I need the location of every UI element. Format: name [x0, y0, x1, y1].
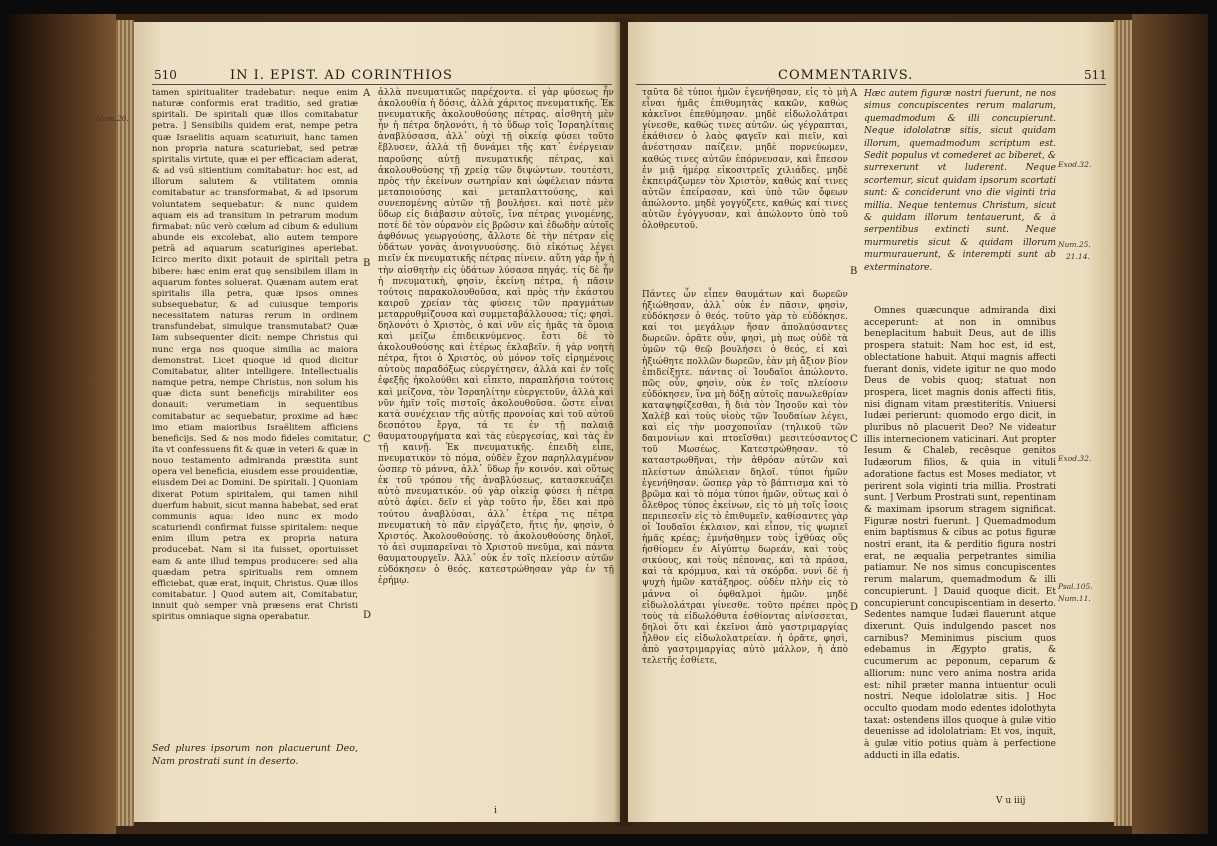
left-latin-lemma: Sed plures ipsorum non placuerunt Deo, Nam prostrati sunt in deserto. [152, 743, 358, 767]
left-page-number: 510 [154, 68, 177, 82]
margin-note-exod32: Exod.32. [1058, 160, 1092, 169]
greek-commentary: Πάντες ὧν εἶπεν θαυμάτων καὶ δωρεῶν ἠξιώθησαν, ἀλλ᾽ οὐκ ἐν πᾶσιν, φησὶν, εὐδόκησεν ὁ θεός. τοῦτο γὰρ τὸ εὐδόκησε. καί τοι μεγάλων ἤσαν ἀπολαύσαντες δωρεῶν. ὁρᾶτε οὖν, φησὶ, μὴ πως οὐδὲ τὰ ὑμῶν τῷ θεῷ βουλήσει ὁ θεός, εἰ καὶ ἠξιώθητε πολλῶν δωρεῶν, ἐὰν μὴ ἄξιον βίον ἐπιδείξητε. πάντας οἱ Ἰουδαῖοι ἀπώλοντο. πῶς οὖν, φησὶν, οὐκ ἐν τοῖς πλείοσιν εὐδόκησεν, ἵνα μὴ δόξῃ αὐτοῖς πανωλεθρίαν καταψηφίζεσθαι, ἢ διὰ τὸν Ἰησοῦν καὶ τὸν Χαλὲβ καὶ τοὺς υἱοὺς τῶν Ἰουδαίων λέγει, καὶ εἰς τὴν μοσχοποιΐαν (τηλικοῦ τῶν δαιμονίων καὶ πτοεῖσθαι) μεσιτεύσαντος τοῦ Μωσέως. Κατεστρώθησαν. τὸ καταστρωθῆναι, τὴν ἀθρόαν αὐτῶν καὶ πλείστων ἀπώλειαν δηλοῖ. τύποι ἡμῶν ἐγενήθησαν. ὥσπερ γὰρ τὸ βάπτισμα καὶ τὸ βρῶμα καὶ τὸ πόμα τύποι ἡμῶν, οὕτως καὶ ὁ ὄλεθρος τύπος ἐκείνων, εἰς τὸ μὴ τοῖς ἴσοις περιπεσεῖν εἰς τὸ ἐπιθυμεῖν. καθίσαντες γὰρ οἱ Ἰουδαῖοι ἐκλαιον, καὶ εἶπον, τίς ψωμιεῖ ἡμᾶς κρέας; ἐμνήσθημεν τοὺς ἰχθύας οὓς ἠσθίομεν ἐν Αἰγύπτῳ δωρεάν, καὶ τοὺς σικύους, καὶ τοὺς πέπονας, καὶ τὰ πράσα, καὶ τὰ κρόμμυα, καὶ τὰ σκόρδα. νυνὶ δὲ ἡ ψυχὴ ἡμῶν κατάξηρος. οὐδὲν πλὴν εἰς τὸ μάννα οἱ ὀφθαλμοὶ ἡμῶν. μηδὲ εἰδωλολάτραι γίνεσθε. τοῦτο πρέπει πρὸς τοὺς τὰ εἰδωλόθυτα ἐσθίοντας αἰνίσσεται, δηλοὶ ὅτι καὶ ἐκεῖνοι ἀπὸ γαστριμαργίας ἦλθον εἰς εἰδωλολατρείαν. ἡ ὁρᾶτε, φησὶ, ἀπὸ γαστριμαργίας αὐτὸ μάλλον, ἡ ἀπὸ τελετῆς ἐσθίετε, [642, 290, 848, 667]
greek-scripture: ταῦτα δὲ τύποι ἡμῶν ἐγενήθησαν, εἰς τὸ μὴ εἶναι ἡμᾶς ἐπιθυμητὰς κακῶν, καθὼς κἀκεῖνοι ἐπεθύμησαν. μηδὲ εἰδωλολάτραι γίνεσθε, καθώς τινες αὐτῶν. ὡς γέγραπται, ἐκάθισεν ὁ λαὸς φαγεῖν καὶ πιεῖν, καὶ ἀνέστησαν παίζειν. μηδὲ πορνεύωμεν, καθώς τινες αὐτῶν ἐπόρνευσαν, καὶ ἔπεσον ἐν μιᾷ ἡμέρᾳ εἰκοσιτρεῖς χιλιάδες. μηδὲ ἐκπειράζωμεν τὸν Χριστὸν, καθώς καί τινες αὐτῶν ἐπείρασαν, καὶ ὑπὸ τῶν ὄφεων ἀπώλοντο. μηδὲ γογγύζετε, καθώς καί τινες αὐτῶν ἐγόγγυσαν, καὶ ἀπώλοντο ὑπὸ τοῦ ὀλοθρευτοῦ. [642, 88, 848, 232]
left-greek-column [378, 88, 614, 808]
latin-paragraph: tamen spiritualiter tradebatur: neque enim naturæ conformis erat traditio, sed gratiæ spiritali. De spiritali quæ illos comitabatur petra. ] Sensibilis quidem erat, nempe petra quæ Israelitis aquam scaturiuit, hanc tamen non propria natura scaturiebat, sed petræ spiritalis virtute, quæ ei per efficaciam aderat, & ad vsū sitientium comitabatur: hoc est, ad illorum salutem & vtilitatem omnia comitabatur ac transformabat, & ad ipsorum voluntatem sequebatur: & nunc quidem aquam eis ad transitum in petrarum modum firmabat: nūc verò cœlum ad cibum & edulium abunde eis excolebat, alio autem tempore petrā ad aquarum scaturigines aperiebat. Icirco merito dixit potauit de spiritali petra bibere: hæc enim erat quę sensibilem illam in aquarum fontes soluerat. Quænam autem erat spiritalis illa petra, quæ ipsos omnes subsequebatur, & ad cuiusque temporis necessitatem naturas rerum in ordinem transfundebat, simulque transmutabat? Quæ Iam subsequenter dicit: nempe Christus qui nunc erga nos quoque similia ac maiora demonstrat. Licet quoque id quod dicitur Comitabatur, aliter intelligere. Intellectualis namque petra, nempe Christus, non solum his quæ dicta sunt beneficijs mirabiliter eos donauit: verumetiam in sequentibus comitabatur ac sequebatur, proxime ad hæc imo etiam maioribus Israëlitem afficiens beneficijs. Sed & nos modo fideles comitatur, ita vt confessuens fit & quæ in veteri & quæ in nouo testamento admiranda præstita sunt opera vel beneficia, eiusdem esse prouidentiæ, eiusdem Dei ac Domini. De spiritali. ] Quoniam dixerat Potum spiritalem, qui tamen nihil duerfum habuit, sicut manna habebat, sed erat communis aqua: ideo nunc ex modo scaturiendi confirmat fuisse spiritalem: neque enim illum petra ex propria natura producebat. Nam si ita fuisset, oportuisset eam & ante illud tempus producere: sed alia quædam petra spiritualis rem omnem efficiebat, quæ erat, inquit, Christus. Quæ illos comitabatur. ] Quod autem ait, Comitabatur, innuit quò semper vnà præsens erat Christi spiritus omniaque signa operabatur. [152, 88, 358, 623]
right-running-head: COMMENTARIVS. [778, 68, 914, 83]
section-letter-b: B [363, 258, 371, 269]
right-page-edges [1114, 20, 1132, 826]
latin-commentary: Omnes quæcunque admiranda dixi acceperunt: at non in omnibus beneplacitum habuit Deus, aut de illis prospera statuit: Nam hoc est, id est, oblectatione habuit. Atqui magnis affecti fuerant donis, videte igitur ne quo modo Deus de vobis quoq; statuat non prospera, licet magnis donis affecti fitis, nisi dignam vitam præstiteritis. Vniuersi Iudæi perierunt: quomodo ergo dicit, in pluribus nō placuerit Deo? Ne videatur illis internecionem vaticinari. Aut propter Iesum & Chaleb, recēsque genitos Iudæorum filios, & quia in vituli adoratione factus est Moses mediator, vt perirent sola viginti tria millia. Prostrati sunt. ] Verbum Prostrati sunt, repentinam & maximam ipsorum stragem significat. Figuræ nostri fuerunt. ] Quemadmodum enim baptismus & cibus ac potus figuræ nostri erant, ita & perditio figura nostri erat, ne æqualia perpetrantes similia patiamur. Ne nos simus concupiscentes rerum malarum, quemadmodum & illi concupierunt. ] Dauid quoque dicit. Et concupierunt concupiscentiam in deserto. Sedentes namque Iudæi flauerunt atque dixerunt. Quis indulgendo pascet nos carnibus? Meminimus piscium quos edebamus in Ægypto gratis, & cucumerum ac peponum, ceparum & alliorum: nunc vero anima nostra arida est: nihil præter manna intuentur oculi nostri. Neque idololatræ sitis. ] Hoc occulto quodam modo edentes idolothyta taxat: ostendens illos quoque à gulæ vitio deuenisse ad idololatriam: Et vos, inquit, à gulæ vitio potius quàm à perfectione adducti in illa edatis. [864, 306, 1056, 761]
left-running-head: IN I. EPIST. AD CORINTHIOS [230, 68, 453, 83]
section-letter-c: C [850, 434, 858, 445]
right-page [628, 22, 1114, 822]
margin-note-num11: Num.11. [1058, 594, 1091, 603]
greek-paragraph: ἀλλὰ πνευματικῶς παρέχοντα. εἰ γὰρ φύσεως ἦν ἀκολουθία ἡ δόσις, ἀλλὰ χάριτος πνευματικῆς. Ἐκ πνευματικῆς ἀκολουθούσης πέτρας. αἰσθητὴ μὲν ἦν ἡ πέτρα δηλονότι, ἡ τὸ ὕδωρ τοῖς Ἰσραηλίταις ἀναβλύσασα, ἀλλ᾽ οὐχὶ τῇ οἰκείᾳ φύσει τοῦτο ἔβλυσεν, ἀλλὰ τῇ δυνάμει τῆς κατ᾽ ἐνέργειαν παροῦσης αὐτῇ πνευματικῆς πέτρας, καὶ ἀκολουθούσης τῇ χρείᾳ τῶν διψώντων. τουτέστι, πρὸς τὴν ἐκείνων σωτηρίαν καὶ ὠφέλειαν πάντα μεταποιούσης καὶ μεταπλαττούσης, καὶ συνεπομένης αὐτῶν τῇ βουλήσει. καὶ ποτὲ μὲν ὕδωρ εἰς διάβασιν αὐτοῖς, ἵνα πέτρας γινομένης, ποτὲ δὲ τὸν οὐρανὸν εἰς βρῶσιν καὶ ἐδωδὴν αὐτοῖς ἀφθόνως γεωργούσης, ἄλλοτε δὲ τὴν πέτραν εἰς ὑδάτων γονὰς ἀνοιγνυούσης. διὸ εἰκότως λέγει πιεῖν ἐκ πνευματικῆς πέτρας πίνειν. αὕτη γὰρ ἦν ἡ τὴν αἰσθητὴν εἰς ὑδάτων λύσασα πηγάς. τίς δὲ ἦν ἡ πνευματικὴ, φησὶν, ἐκείνη πέτρα, ἡ πᾶσιν τούτοις παρακολουθοῦσα, καὶ πρὸς τὴν ἑκάστου καιροῦ χρείαν τὰς φύσεις τῶν πραγμάτων μεταρρυθμίζουσα καὶ συμμεταβάλλουσα; τίς; φησὶ. δηλονότι ὁ Χριστὸς, ὁ καὶ νῦν εἰς ἡμᾶς τὰ ὅμοια καὶ μείζω ἐπιδεικνύμενος. ἔστι δὲ τὸ ἀκολουθούσης καὶ ἑτέρως ἐκλαβεῖν. ἡ γὰρ νοητὴ πέτρα, ἤτοι ὁ Χριστὸς, οὐ μόνον τοῖς εἰρημένοις αὐτοὺς παραδόξως εὐεργέτησεν, ἀλλὰ καὶ ἐν τοῖς ἐφεξῆς ἠκολούθει καὶ εἵπετο, παραπλήσια τούτοις καὶ μείζονα, τὸν Ἰσραηλίτην εὐεργετοῦν, ἀλλὰ καὶ νῦν ἡμῖν τοῖς πιστοῖς ἀκολουθοῦσα. ὥστε εἶναι κατὰ συνέχειαν τῆς αὐτῆς προνοίας καὶ τοῦ αὐτοῦ δεσπότου ἔργα, τά τε ἐν τῇ παλαιᾷ θαυματουργήματα καὶ τὰς εὐεργεσίας, καὶ τὰς ἐν τῇ καινῇ. Ἐκ πνευματικῆς. ἐπειδὴ εἶπε, πνευματικὸν τὸ πόμα, οὐδὲν ἔχον παρηλλαγμένον ὥσπερ τὸ μάννα, ἀλλ᾽ ὕδωρ ἦν κοινόν. καὶ οὕτως ἐκ τοῦ τρόπου τῆς ἀναβλύσεως, κατασκευάζει αὐτὸ πνευματικόν. οὐ γὰρ οἰκείᾳ φύσει ἡ πέτρα αὐτὸ ἀφίει. δεῖν εἰ γὰρ τοῦτο ἦν, ἔδει καὶ πρὸ τούτου ἀναβλύσαι, ἀλλ᾽ ἑτέρα τις πέτρα πνευματικὴ τὸ πᾶν εἰργάζετο, ἥτις ἦν, φησὶν, ὁ Χριστός. Ἀκολουθούσης. τὸ ἀκολουθούσης δηλοῖ, τὸ ἀεὶ συμπαρεῖναι τὸ Χριστοῦ πνεῦμα, καὶ πάντα θαυματουργεῖν. Ἀλλ᾽ οὐκ ἐν τοῖς πλείοσιν αὐτῶν εὐδόκησεν ὁ θεός. κατεστρώθησαν γὰρ ἐν τῇ ἐρήμῳ. [378, 88, 614, 587]
section-letter-d: D [850, 602, 859, 613]
left-signature: i [494, 806, 497, 816]
margin-note-psal105: Psal.105. [1058, 582, 1093, 591]
left-latin-column [152, 88, 358, 738]
section-letter-c: C [363, 434, 371, 445]
margin-note-num20: Num.20. [96, 114, 129, 123]
section-letter-d: D [363, 610, 372, 621]
margin-note-num25: Num.25. [1058, 240, 1091, 249]
section-letter-a: A [363, 88, 371, 99]
right-page-number: 511 [1084, 68, 1107, 82]
margin-note-exod32b: Exod.32. [1058, 454, 1092, 463]
right-greek-main [642, 290, 848, 810]
right-head-rule [636, 84, 1106, 85]
right-latin-column [864, 306, 1056, 792]
right-greek-top [642, 88, 848, 238]
left-head-rule [152, 84, 612, 85]
left-binding [8, 14, 116, 834]
section-letter-b: B [850, 266, 858, 277]
open-book-spread [8, 14, 1208, 834]
margin-note-num21: 21.14. [1066, 252, 1090, 261]
right-binding [1132, 14, 1208, 834]
right-signature: V u iiij [996, 796, 1026, 806]
left-page [96, 22, 620, 822]
left-page-edges [116, 20, 134, 826]
section-letter-a: A [850, 88, 858, 99]
right-latin-lemma: Hæc autem figuræ nostri fuerunt, ne nos simus concupiscentes rerum malarum, quemadmodum & illi concupierunt. Neque idololatræ sitis, sicut quidam illorum, quemadmodum scriptum est. Sedit populus vt comederet ac biberet, & surrexerunt vt luderent. Neque scortemur, sicut quidam ipsorum scortati sunt: & conciderunt vno die viginti tria millia. Neque tentemus Christum, sicut & quidam illorum tentauerunt, & à serpentibus extincti sunt. Neque murmuretis sicut & quidam illorum murmurauerunt, & interempti sunt ab exterminatore. [864, 89, 1056, 273]
